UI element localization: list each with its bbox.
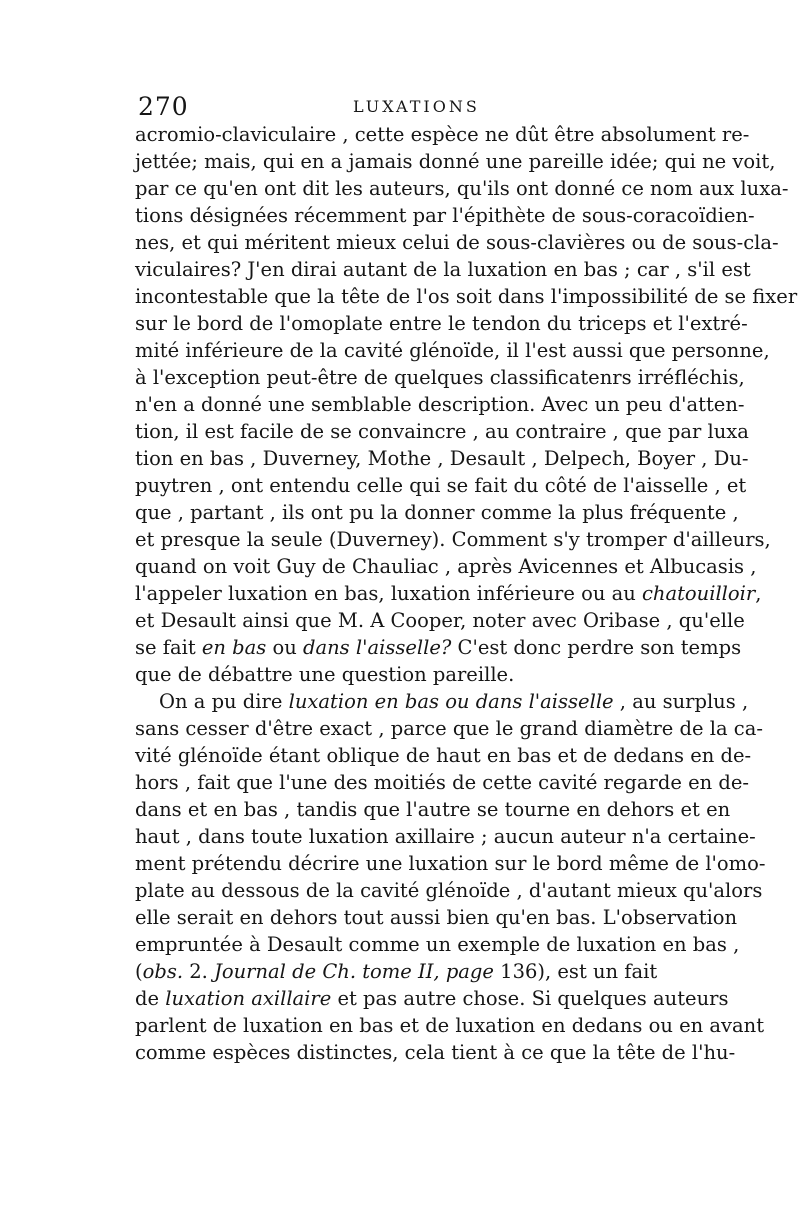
text-run: tions désignées récemment par l'épithète de sous-coracoïdien- xyxy=(135,204,755,227)
italic-text: Journal de Ch. tome II, page xyxy=(214,960,494,983)
text-run: sur le bord de l'omoplate entre le tendon du triceps et l'extré- xyxy=(135,312,748,335)
text-run: empruntée à Desault comme un exemple de luxation en bas , xyxy=(135,933,740,956)
page-header xyxy=(138,92,668,120)
text-run: incontestable que la tête de l'os soit dans l'impossibilité de se fixer xyxy=(135,285,798,308)
text-run: par ce qu'en ont dit les auteurs, qu'ils ont donné ce nom aux luxa- xyxy=(135,177,789,200)
text-line xyxy=(135,931,740,958)
text-run: sans cesser d'être exact , parce que le grand diamètre de la ca- xyxy=(135,717,763,740)
text-line xyxy=(135,823,756,850)
text-run: et Desault ainsi que M. A Cooper, noter avec Oribase , qu'elle xyxy=(135,609,745,632)
text-line xyxy=(135,337,770,364)
text-line xyxy=(135,607,745,634)
text-run: plate au dessous de la cavité glénoïde , d'autant mieux qu'alors xyxy=(135,879,763,902)
text-run: ( xyxy=(135,960,143,983)
text-line xyxy=(135,580,762,607)
text-line xyxy=(135,688,749,715)
text-line xyxy=(135,445,749,472)
text-run: parlent de luxation en bas et de luxation en dedans ou en avant xyxy=(135,1014,765,1037)
page-number: 270 xyxy=(138,92,189,121)
text-line xyxy=(135,634,742,661)
text-run: nes, et qui méritent mieux celui de sous-clavières ou de sous-cla- xyxy=(135,231,779,254)
text-run: ou xyxy=(266,636,303,659)
text-run: mité inférieure de la cavité glénoïde, il l'est aussi que personne, xyxy=(135,339,770,362)
text-line xyxy=(135,553,757,580)
text-run: quand on voit Guy de Chauliac , après Avicennes et Albucasis , xyxy=(135,555,757,578)
italic-text: obs. xyxy=(142,960,184,983)
text-line xyxy=(135,1012,765,1039)
text-line xyxy=(135,661,655,688)
text-line xyxy=(135,418,749,445)
text-line xyxy=(135,526,771,553)
text-line xyxy=(135,121,750,148)
text-line xyxy=(135,391,745,418)
italic-text: chatouilloir xyxy=(641,582,756,605)
text-run: haut , dans toute luxation axillaire ; aucun auteur n'a certaine- xyxy=(135,825,756,848)
text-run: et presque la seule (Duverney). Comment s'y tromper d'ailleurs, xyxy=(135,528,771,551)
text-run: que de débattre une question pareille. xyxy=(135,663,515,686)
italic-text: en bas xyxy=(201,636,267,659)
text-run: C'est donc perdre son temps xyxy=(451,636,742,659)
text-line xyxy=(135,256,751,283)
text-line xyxy=(135,715,763,742)
text-line xyxy=(135,202,755,229)
text-run: hors , fait que l'une des moitiés de cette cavité regarde en de- xyxy=(135,771,749,794)
text-line xyxy=(135,958,658,985)
text-line xyxy=(135,499,739,526)
text-run: n'en a donné une semblable description. Avec un peu d'atten- xyxy=(135,393,745,416)
text-run: dans et en bas , tandis que l'autre se tourne en dehors et en xyxy=(135,798,731,821)
text-run: acromio-claviculaire , cette espèce ne dût être absolument re- xyxy=(135,123,750,146)
text-line xyxy=(135,877,763,904)
italic-text: dans l'aisselle? xyxy=(303,636,452,659)
text-run: ment prétendu décrire une luxation sur le bord même de l'omo- xyxy=(135,852,766,875)
text-line xyxy=(135,175,789,202)
text-run: et pas autre chose. Si quelques auteurs xyxy=(331,987,729,1010)
text-run: vité glénoïde étant oblique de haut en bas et de dedans en de- xyxy=(135,744,752,767)
text-run: jettée; mais, qui en a jamais donné une pareille idée; qui ne voit, xyxy=(135,150,776,173)
text-run: de xyxy=(135,987,166,1010)
text-line xyxy=(135,283,798,310)
text-line xyxy=(135,850,766,877)
text-line xyxy=(135,769,749,796)
text-line xyxy=(135,148,776,175)
text-run: que , partant , ils ont pu la donner comme la plus fréquente , xyxy=(135,501,739,524)
text-line xyxy=(135,229,779,256)
text-run: elle serait en dehors tout aussi bien qu'en bas. L'observation xyxy=(135,906,738,929)
text-run: comme espèces distinctes, cela tient à ce que la tête de l'hu- xyxy=(135,1041,736,1064)
italic-text: luxation en bas ou dans l'aisselle xyxy=(288,690,614,713)
text-run: 136), est un fait xyxy=(493,960,658,983)
text-run: puytren , ont entendu celle qui se fait du côté de l'aisselle , et xyxy=(135,474,747,497)
text-line xyxy=(135,904,738,931)
italic-text: luxation axillaire xyxy=(165,987,332,1010)
text-line xyxy=(135,1039,736,1066)
body-text xyxy=(135,121,798,1066)
text-run: , au surplus , xyxy=(613,690,749,713)
text-run: 2. xyxy=(183,960,215,983)
text-run: viculaires? J'en dirai autant de la luxation en bas ; car , s'il est xyxy=(135,258,751,281)
text-line xyxy=(135,364,745,391)
text-run: à l'exception peut-être de quelques classificatenrs irréfléchis, xyxy=(135,366,745,389)
text-run: , xyxy=(755,582,762,605)
text-run: On a pu dire xyxy=(159,690,289,713)
text-line xyxy=(135,985,729,1012)
text-run: tion en bas , Duverney, Mothe , Desault , Delpech, Boyer , Du- xyxy=(135,447,749,470)
text-line xyxy=(135,310,748,337)
text-run: tion, il est facile de se convaincre , au contraire , que par luxa xyxy=(135,420,749,443)
text-run: se fait xyxy=(135,636,202,659)
text-line xyxy=(135,472,747,499)
text-run: l'appeler luxation en bas, luxation inférieure ou au xyxy=(135,582,642,605)
text-line xyxy=(135,796,731,823)
running-head: LUXATIONS xyxy=(353,97,480,116)
text-line xyxy=(135,742,752,769)
